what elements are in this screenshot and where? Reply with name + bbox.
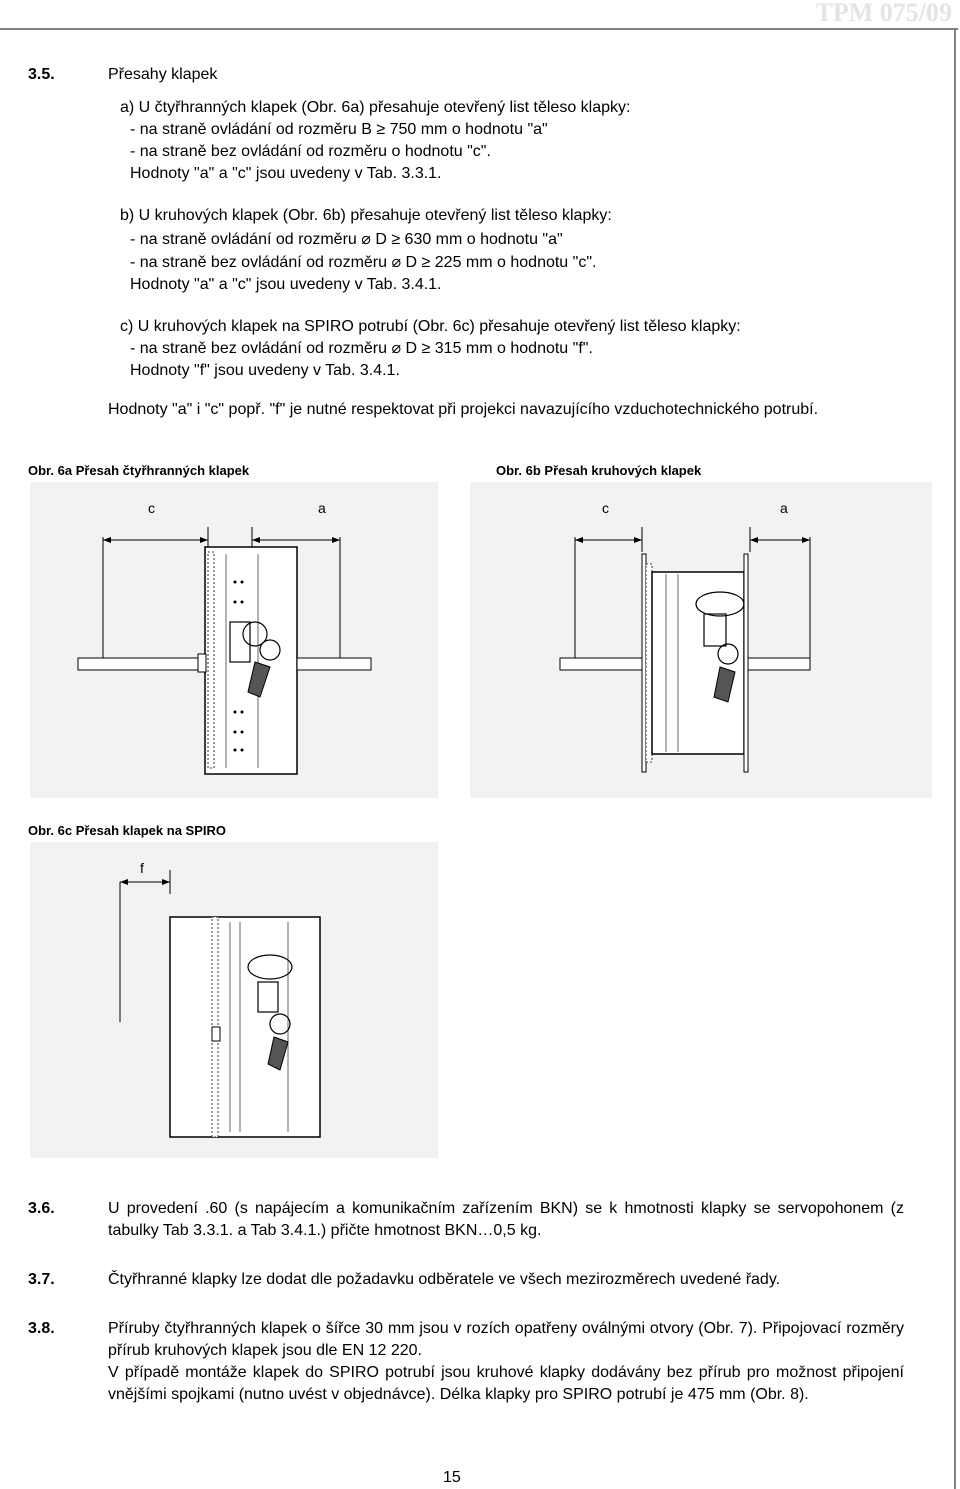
document-code: TPM 075/09 (815, 0, 952, 27)
section-3-8-text: Příruby čtyřhranných klapek o šířce 30 mm jsou v rozích opatřeny oválnými otvory (Obr. 7). Připojovací rozměry přírub kruhových klapek jsou dle EN 12 220. (108, 1320, 904, 1359)
header-rule (0, 28, 958, 30)
right-margin-rule (954, 28, 956, 1489)
item-b-line-3: - na straně bez ovládání od rozměru ⌀ D ≥ 225 mm o hodnotu "c". (130, 254, 597, 271)
figure-6c-label-f: f (140, 860, 144, 876)
figure-6b-label-c: c (602, 500, 609, 516)
page-header (0, 0, 960, 30)
section-number-3-5: 3.5. (28, 66, 55, 83)
page-number: 15 (443, 1469, 461, 1486)
item-c-line-3: Hodnoty "f" jsou uvedeny v Tab. 3.4.1. (130, 362, 400, 379)
section-title-3-5: Přesahy klapek (108, 66, 218, 83)
figure-6a-caption: Obr. 6a Přesah čtyřhranných klapek (28, 463, 250, 478)
section-number-3-6: 3.6. (28, 1200, 55, 1217)
item-b-line-4: Hodnoty "a" a "c" jsou uvedeny v Tab. 3.4.1. (130, 276, 442, 293)
figure-6c-spiro-damper (30, 842, 438, 1158)
item-a-line-1: a) U čtyřhranných klapek (Obr. 6a) přesahuje otevřený list těleso klapky: (120, 99, 631, 116)
item-a-line-2: - na straně ovládání od rozměru B ≥ 750 mm o hodnotu "a" (130, 121, 548, 138)
item-b-line-2: - na straně ovládání od rozměru ⌀ D ≥ 630 mm o hodnotu "a" (130, 231, 563, 248)
section-3-5-note: Hodnoty "a" i "c" popř. "f" je nutné respektovat při projekci navazujícího vzduchotechnického potrubí. (108, 401, 819, 418)
figure-6b-label-a: a (780, 500, 788, 516)
section-number-3-8: 3.8. (28, 1320, 55, 1337)
item-c-line-1: c) U kruhových klapek na SPIRO potrubí (Obr. 6c) přesahuje otevřený list těleso klapky: (120, 318, 741, 335)
item-a-line-3: - na straně bez ovládání od rozměru o hodnotu "c". (130, 143, 491, 160)
figure-6c-drawing (30, 842, 438, 1158)
figure-6b-round-damper (470, 482, 932, 798)
section-3-7-text: Čtyřhranné klapky lze dodat dle požadavku odběratele ve všech mezirozměrech uvedené řady. (108, 1271, 781, 1288)
item-c-line-2: - na straně bez ovládání od rozměru ⌀ D ≥ 315 mm o hodnotu "f". (130, 340, 593, 357)
figure-6a-label-a: a (318, 500, 326, 516)
figure-6c-caption: Obr. 6c Přesah klapek na SPIRO (28, 823, 226, 838)
item-a-line-4: Hodnoty "a" a "c" jsou uvedeny v Tab. 3.3.1. (130, 165, 442, 182)
figure-6a-label-c: c (148, 500, 155, 516)
figure-6b-caption: Obr. 6b Přesah kruhových klapek (496, 463, 702, 478)
figure-6b-drawing (470, 482, 932, 798)
figure-6a-square-damper (30, 482, 438, 798)
section-3-8-text-2: V případě montáže klapek do SPIRO potrubí jsou kruhové klapky dodávány bez přírub pro možnost připojení vnějšími spojkami (nutno uvést v objednávce). Délka klapky pro SPIRO potrubí je 475 mm (Obr. 8). (108, 1364, 904, 1403)
item-b-line-1: b) U kruhových klapek (Obr. 6b) přesahuje otevřený list těleso klapky: (120, 207, 612, 224)
section-number-3-7: 3.7. (28, 1271, 55, 1288)
section-3-6-text: U provedení .60 (s napájecím a komunikačním zařízením BKN) se k hmotnosti klapky se servopohonem (z tabulky Tab 3.3.1. a Tab 3.4.1.) přičte hmotnost BKN…0,5 kg. (108, 1200, 904, 1239)
figure-6a-drawing (30, 482, 438, 798)
